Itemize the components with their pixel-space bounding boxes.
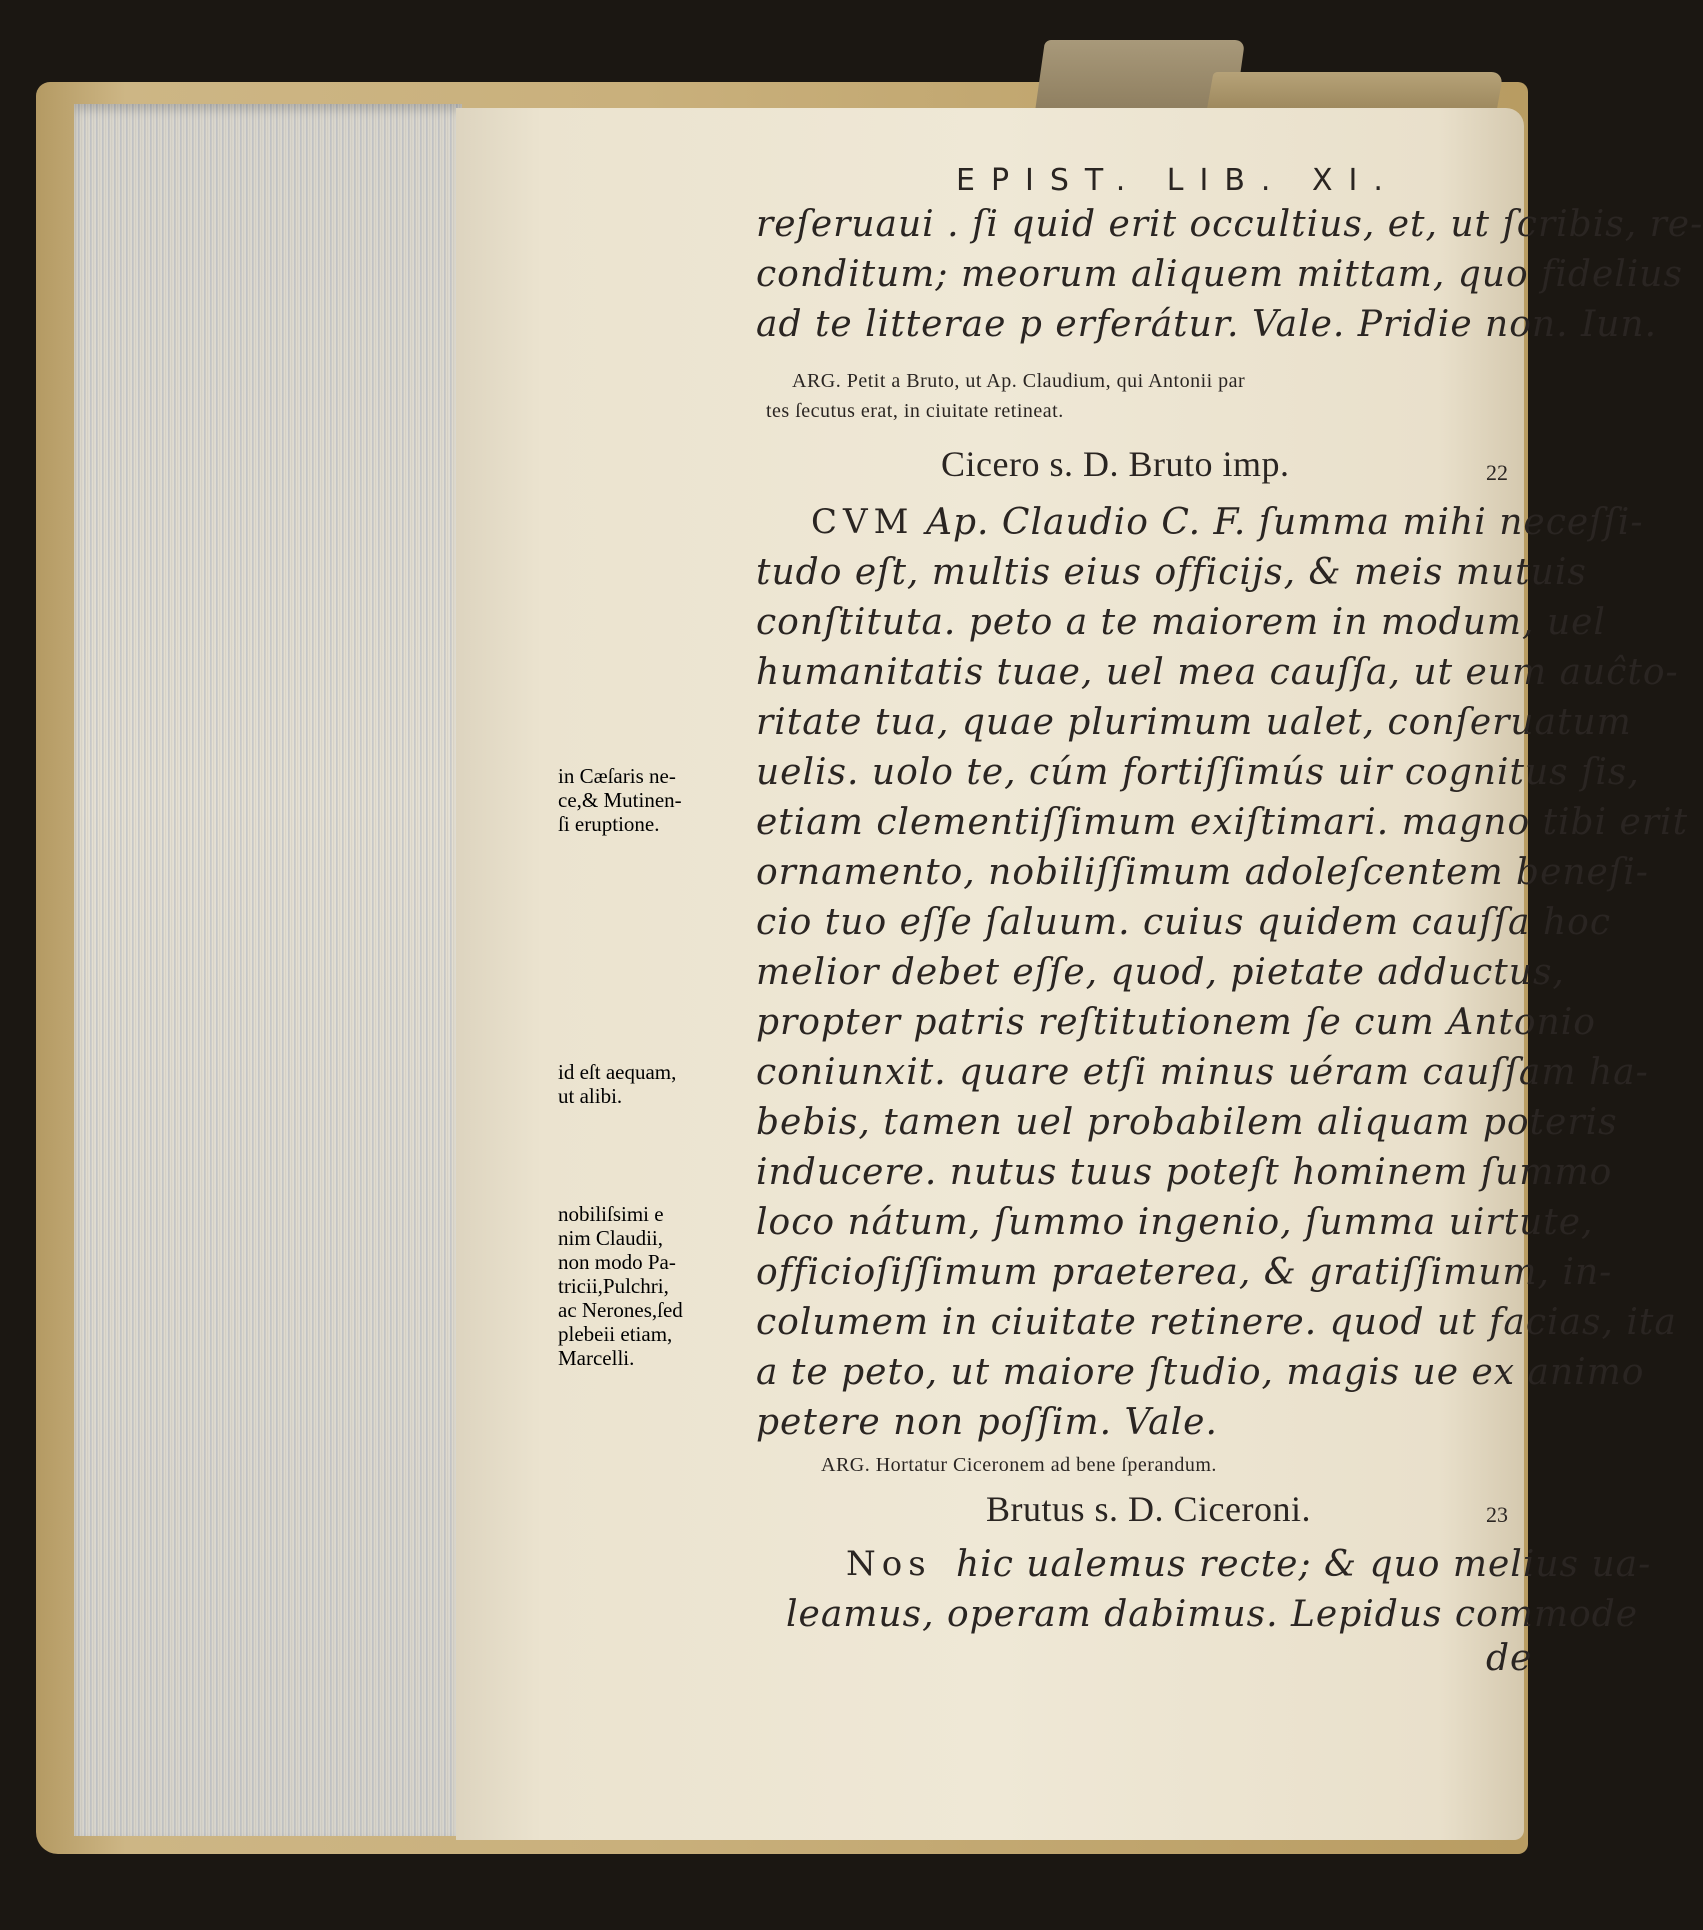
body-line: hic ualemus recte; & quo melius ua-	[956, 1544, 1652, 1585]
marginal-note-line: in Cæſaris ne-	[558, 764, 676, 788]
body-line: officioſiſſimum praeterea, & gratiſſimum, in-	[756, 1252, 1613, 1293]
marginal-note	[558, 764, 682, 836]
body-line: leamus, operam dabimus. Lepidus commode	[786, 1594, 1639, 1635]
body-line: ad te litterae p erferátur. Vale. Pridie non. Iun.	[756, 304, 1658, 345]
page-marker-tab-2	[1206, 72, 1503, 112]
argument-line: ARG. Hortatur Ciceronem ad bene ſperandum.	[821, 1454, 1217, 1476]
body-line: de	[1486, 1638, 1533, 1679]
letter-heading: Cicero s. D. Bruto imp.	[941, 444, 1290, 484]
letter-number: 22	[1486, 460, 1508, 485]
marginal-note	[558, 1060, 676, 1108]
body-line: bebis, tamen uel probabilem aliquam poteris	[756, 1102, 1618, 1143]
body-line: loco nátum, ſummo ingenio, ſumma uirtute,	[756, 1202, 1594, 1243]
running-head: EPIST. LIB. XI.	[956, 163, 1399, 198]
marginal-note-line: nobiliſsimi e	[558, 1202, 664, 1226]
marginal-note-line: ſi eruptione.	[558, 812, 660, 836]
body-line: conſtituta. peto a te maiorem in modum, uel	[756, 602, 1606, 643]
body-line: melior debet eſſe, quod, pietate adductus,	[756, 952, 1565, 993]
marginal-note-line: Marcelli.	[558, 1346, 635, 1370]
marginal-note-line: id eſt aequam,	[558, 1060, 677, 1084]
marginal-note-line: ac Nerones,ſed	[558, 1298, 683, 1322]
body-line: ritate tua, quae plurimum ualet, conſeruatum	[756, 702, 1632, 743]
letter-initial: CVM	[811, 502, 915, 542]
body-line: propter patris reſtitutionem ſe cum Antonio	[756, 1002, 1596, 1043]
argument-line: ARG. Petit a Bruto, ut Ap. Claudium, qui Antonii par	[792, 370, 1246, 392]
body-line: uelis. uolo te, cúm fortiſſimús uir cognitus ſis,	[756, 752, 1640, 793]
body-line: petere non poſſim. Vale.	[756, 1402, 1218, 1443]
body-line: columem in ciuitate retinere. quod ut facias, ita	[756, 1302, 1677, 1343]
marginal-note-line: ut alibi.	[558, 1084, 623, 1108]
marginal-note-line: plebeii etiam,	[558, 1322, 673, 1346]
marginal-note-line: non modo Pa-	[558, 1250, 676, 1274]
argument-line: tes ſecutus erat, in ciuitate retineat.	[766, 400, 1064, 422]
letter-heading: Brutus s. D. Ciceroni.	[986, 1489, 1311, 1529]
body-line: cio tuo eſſe ſaluum. cuius quidem cauſſa hoc	[756, 902, 1611, 943]
letter-number: 23	[1486, 1502, 1508, 1527]
body-line: ornamento, nobiliſſimum adoleſcentem beneſi-	[756, 852, 1649, 893]
body-line: a te peto, ut maiore ſtudio, magis ue ex animo	[756, 1352, 1645, 1393]
marginal-note-line: ce,& Mutinen-	[558, 788, 682, 812]
marginal-note	[558, 1202, 683, 1370]
marginal-note-line: nim Claudii,	[558, 1226, 663, 1250]
marginal-note-line: tricii,Pulchri,	[558, 1274, 669, 1298]
body-line: etiam clementiſſimum exiſtimari. magno tibi erit	[756, 802, 1689, 843]
page-edges	[74, 104, 462, 1836]
book-page	[456, 108, 1703, 1840]
body-line: Ap. Claudio C. F. ſumma mihi neceſſi-	[926, 502, 1644, 543]
body-line: humanitatis tuae, uel mea cauſſa, ut eum auĉto-	[756, 652, 1679, 693]
body-line: conditum; meorum aliquem mittam, quo fidelius	[756, 254, 1683, 295]
body-line: coniunxit. quare etſi minus uéram cauſſam ha-	[756, 1052, 1649, 1093]
letter-initial: Nos	[846, 1544, 932, 1584]
body-line: tudo eſt, multis eius officijs, & meis mutuis	[756, 552, 1587, 593]
body-line: reſeruaui . ſi quid erit occultius, et, ut ſcribis, re-	[756, 204, 1703, 245]
body-line: inducere. nutus tuus poteſt hominem ſummo	[756, 1152, 1613, 1193]
